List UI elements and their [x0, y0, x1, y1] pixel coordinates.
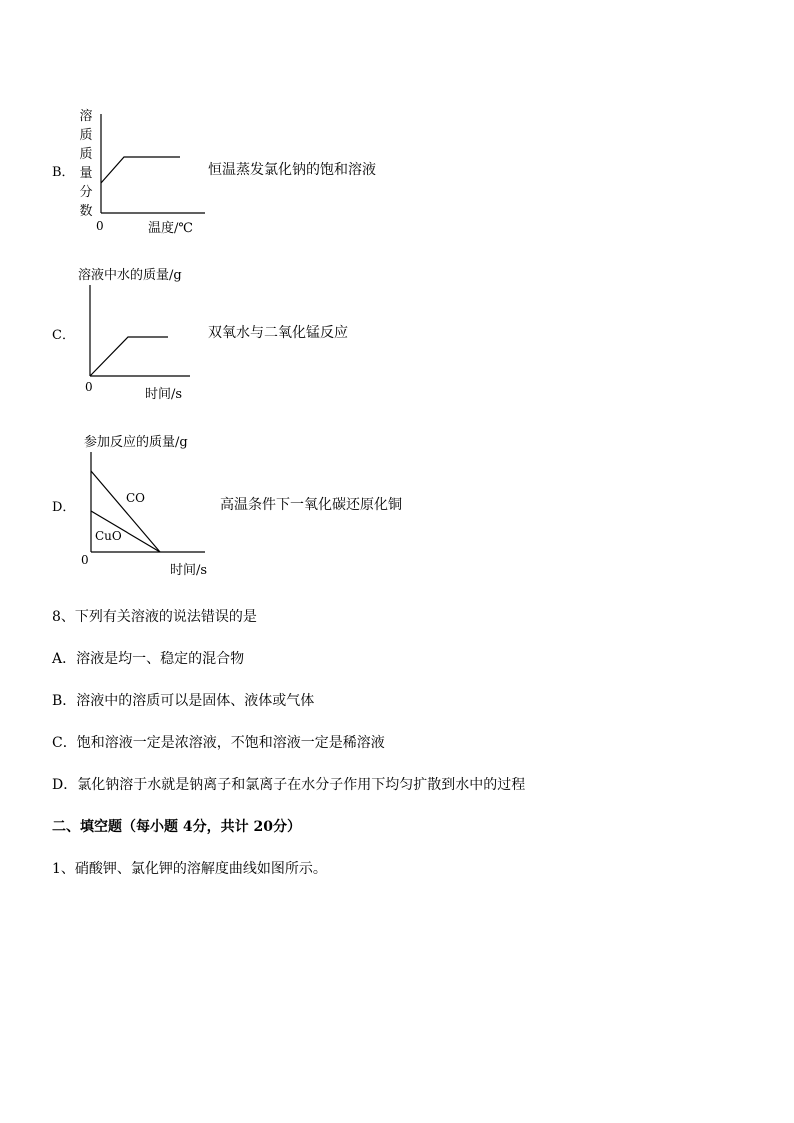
option-d-x-axis-label: 时间/s [170, 563, 208, 578]
option-b-description: 恒温蒸发氯化钠的饱和溶液 [208, 162, 376, 178]
question-8-option-b: B．溶液中的溶质可以是固体、液体或气体 [52, 693, 315, 709]
option-b-origin: 0 [96, 219, 104, 233]
option-b-letter: B． [52, 165, 75, 180]
option-b-x-axis-label: 温度/℃ [148, 221, 193, 236]
question-8-option-c: C．饱和溶液一定是浓溶液，不饱和溶液一定是稀溶液 [52, 735, 385, 751]
option-d-y-axis-label: 参加反应的质量/g [84, 435, 188, 450]
option-d-origin: 0 [81, 553, 89, 567]
option-d-cuo-label: CuO [95, 529, 122, 543]
option-c-letter: C． [52, 328, 75, 343]
fill-question-1-stem: 1、硝酸钾、氯化钾的溶解度曲线如图所示。 [52, 861, 327, 877]
option-c-origin: 0 [85, 380, 93, 394]
option-d-description: 高温条件下一氧化碳还原化铜 [220, 497, 402, 513]
option-c-description: 双氧水与二氧化锰反应 [208, 325, 348, 341]
option-b-y-axis-label: 溶 质 质 量 分 数 [79, 109, 93, 219]
question-8-option-d: D．氯化钠溶于水就是钠离子和氯离子在水分子作用下均匀扩散到水中的过程 [52, 777, 526, 793]
section-2-title: 二、填空题（每小题 4分，共计 20分） [52, 819, 301, 835]
option-c-y-axis-label: 溶液中水的质量/g [78, 268, 182, 283]
question-8-stem: 8、下列有关溶液的说法错误的是 [52, 609, 257, 625]
option-d-letter: D． [52, 500, 76, 515]
option-d-co-label: CO [126, 491, 146, 505]
option-c-x-axis-label: 时间/s [145, 387, 183, 402]
question-8-option-a: A．溶液是均一、稳定的混合物 [52, 651, 245, 667]
